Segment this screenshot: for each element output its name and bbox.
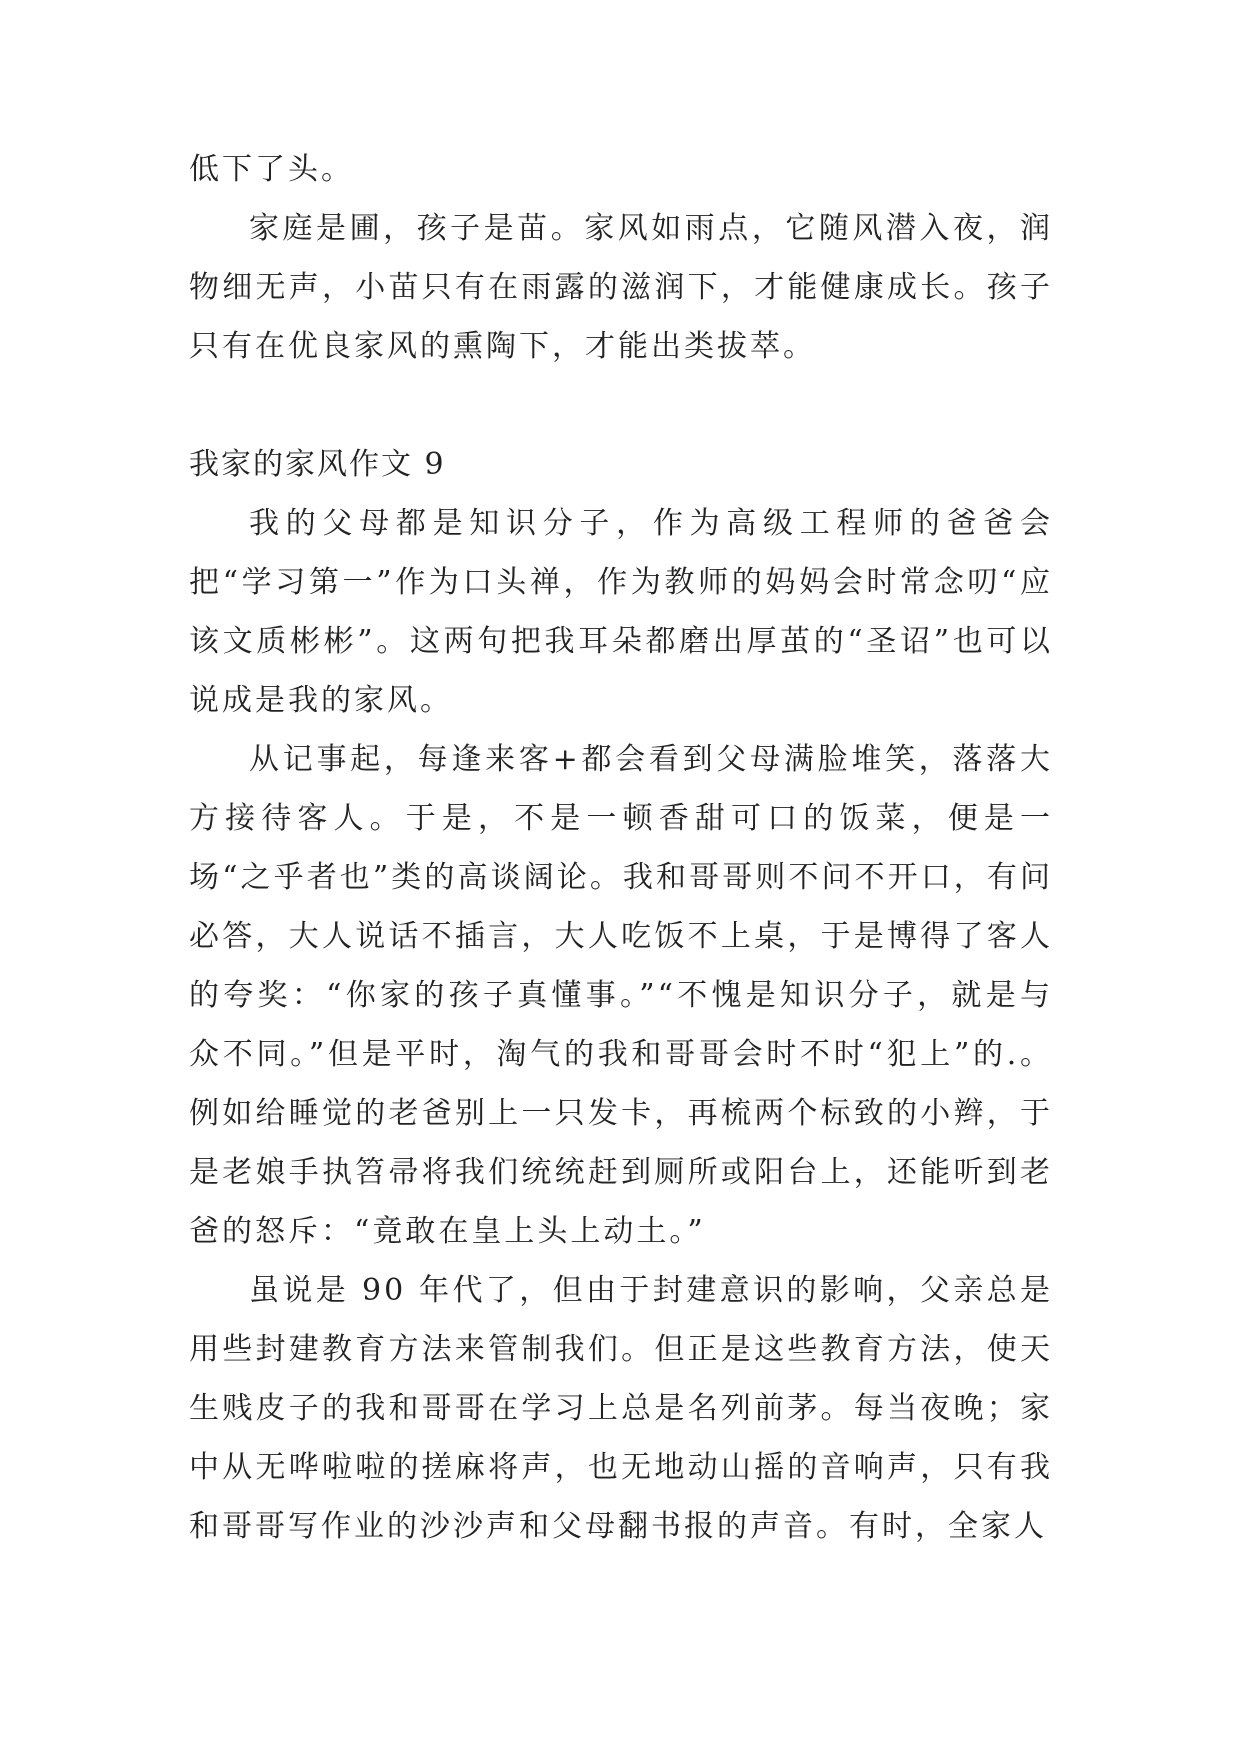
section-title: 我家的家风作文 9 [189,447,446,482]
paragraph-family-garden: 家庭是圃，孩子是苗。家风如雨点，它随风潜入夜，润物细无声，小苗只有在雨露的滋润下，才能健康成长。孩子只有在优良家风的熏陶下，才能出类拔萃。 [189,211,1053,364]
paragraph-continuation: 低下了头。 [189,152,354,187]
paragraph-education: 虽说是 90 年代了，但由于封建意识的影响，父亲总是用些封建教育方法来管制我们。但正是这些教育方法，使天生贱皮子的我和哥哥在学习上总是名列前茅。每当夜晚；家中从无哗啦啦的搓麻将声，也无地动山摇的音响声，只有我和哥哥写作业的沙沙声和父母翻书报的声音。有时，全家人 [189,1273,1053,1544]
paragraph-guests: 从记事起，每逢来客+都会看到父母满脸堆笑，落落大方接待客人。于是，不是一顿香甜可口的饭菜，便是一场“之乎者也”类的高谈阔论。我和哥哥则不问不开口，有问必答，大人说话不插言，大人吃饭不上桌，于是博得了客人的夸奖：“你家的孩子真懂事。”“不愧是知识分子，就是与众不同。”但是平时，淘气的我和哥哥会时不时“犯上”的.。例如给睡觉的老爸别上一只发卡，再梳两个标致的小辫，于是老娘手执笤帚将我们统统赶到厕所或阳台上，还能听到老爸的怒斥：“竟敢在皇上头上动土。” [189,742,1053,1249]
document-page [189,140,1053,1556]
paragraph-parents: 我的父母都是知识分子，作为高级工程师的爸爸会把“学习第一”作为口头禅，作为教师的妈妈会时常念叨“应该文质彬彬”。这两句把我耳朵都磨出厚茧的“圣诏”也可以说成是我的家风。 [189,506,1053,718]
